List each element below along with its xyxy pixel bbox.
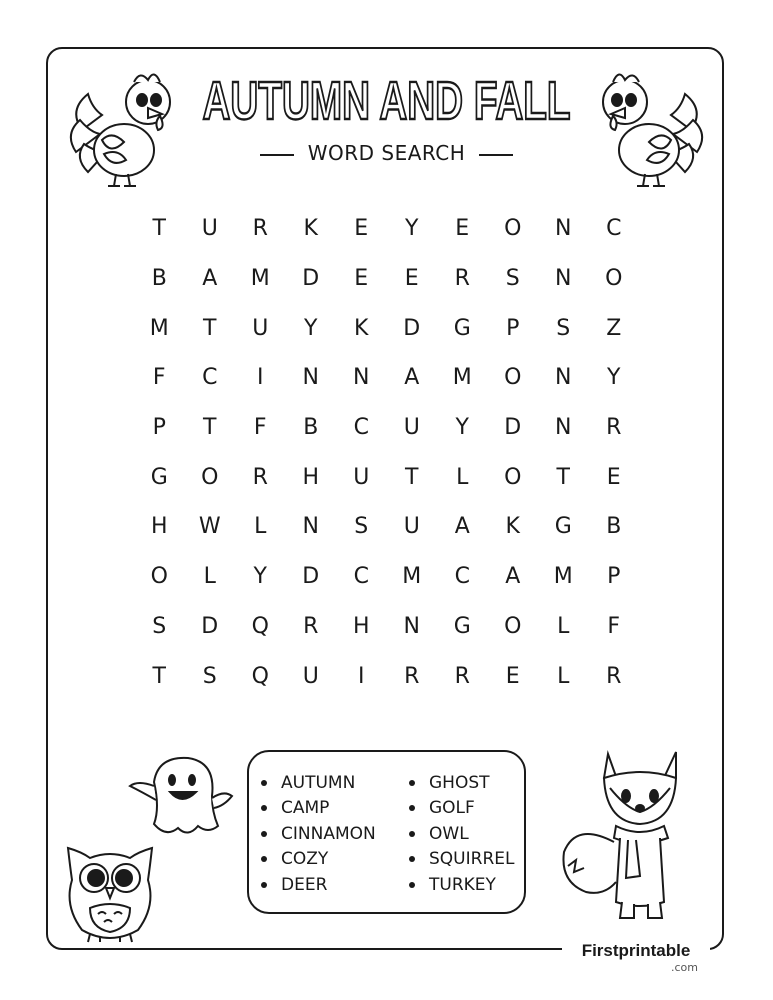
grid-letter: R [454, 663, 470, 689]
bullet-icon [409, 780, 415, 786]
grid-letter: G [453, 613, 471, 639]
grid-letter: N [353, 365, 370, 391]
grid-letter: T [203, 415, 217, 441]
grid-letter: S [354, 514, 369, 540]
grid-letter: D [504, 415, 522, 441]
grid-letter: F [253, 415, 267, 441]
grid-letter: P [152, 415, 166, 441]
grid-letter: O [504, 365, 522, 391]
grid-row [134, 204, 639, 254]
grid-row [134, 452, 639, 502]
word-list-label: COZY [281, 849, 329, 870]
bullet-icon [409, 831, 415, 837]
grid-letter: N [302, 514, 319, 540]
word-list-left [261, 770, 376, 898]
grid-letter: C [202, 365, 218, 391]
grid-letter: E [505, 663, 520, 689]
grid-letter: M [149, 315, 169, 341]
grid-letter: G [554, 514, 572, 540]
grid-letter: O [201, 464, 219, 490]
word-list-item [409, 796, 514, 822]
grid-letter: M [452, 365, 472, 391]
grid-letter: M [250, 266, 270, 292]
grid-letter: R [454, 266, 470, 292]
grid-letter: C [353, 564, 369, 590]
ghost-illustration [124, 752, 238, 842]
grid-letter: R [252, 464, 268, 490]
word-list-box [247, 750, 526, 914]
grid-letter: T [152, 216, 166, 242]
grid-letter: D [302, 564, 320, 590]
subtitle-rule-right [479, 154, 513, 156]
grid-letter: B [606, 514, 622, 540]
grid-letter: R [252, 216, 268, 242]
grid-row [134, 602, 639, 652]
grid-letter: U [252, 315, 269, 341]
grid-letter: A [505, 564, 521, 590]
grid-letter: S [505, 266, 520, 292]
grid-letter: I [358, 663, 365, 689]
subtitle [0, 141, 773, 165]
grid-row [134, 651, 639, 701]
word-list-item [261, 770, 376, 796]
word-list-item [261, 847, 376, 873]
grid-letter: L [557, 613, 570, 639]
grid-letter: N [555, 415, 572, 441]
grid-letter: I [257, 365, 264, 391]
grid-letter: Q [251, 663, 269, 689]
word-list-label: SQUIRREL [429, 849, 515, 870]
grid-letter: U [353, 464, 370, 490]
grid-letter: R [606, 663, 622, 689]
grid-letter: M [402, 564, 422, 590]
grid-letter: Y [304, 315, 318, 341]
bullet-icon [261, 831, 267, 837]
grid-letter: R [606, 415, 622, 441]
grid-row [134, 353, 639, 403]
grid-letter: Y [405, 216, 419, 242]
grid-row [134, 403, 639, 453]
grid-letter: O [504, 613, 522, 639]
brand-logo [562, 940, 710, 980]
bullet-icon [261, 882, 267, 888]
grid-letter: E [354, 266, 369, 292]
grid-letter: C [606, 216, 622, 242]
bullet-icon [409, 805, 415, 811]
subtitle-text: WORD SEARCH [307, 141, 466, 165]
grid-letter: T [556, 464, 570, 490]
bullet-icon [409, 882, 415, 888]
grid-letter: Z [606, 315, 622, 341]
grid-letter: G [453, 315, 471, 341]
grid-letter: A [404, 365, 420, 391]
grid-letter: R [404, 663, 420, 689]
grid-letter: K [505, 514, 520, 540]
grid-letter: U [302, 663, 319, 689]
grid-letter: H [302, 464, 320, 490]
word-list-label: DEER [281, 874, 328, 895]
grid-letter: O [504, 464, 522, 490]
fox-illustration [556, 742, 696, 924]
grid-letter: F [152, 365, 166, 391]
word-list-item [409, 770, 514, 796]
bullet-icon [261, 780, 267, 786]
subtitle-rule-left [260, 154, 294, 156]
word-list-label: CAMP [281, 798, 330, 819]
word-list-label: TURKEY [429, 874, 496, 895]
grid-row [134, 552, 639, 602]
grid-letter: S [556, 315, 571, 341]
letter-grid [134, 204, 639, 701]
grid-letter: O [504, 216, 522, 242]
grid-letter: K [303, 216, 318, 242]
grid-letter: T [152, 663, 166, 689]
bullet-icon [409, 856, 415, 862]
grid-letter: U [403, 514, 420, 540]
grid-letter: W [198, 514, 221, 540]
grid-letter: U [403, 415, 420, 441]
word-list-item [409, 872, 514, 898]
grid-letter: N [555, 365, 572, 391]
word-list-label: OWL [429, 823, 469, 844]
grid-row [134, 502, 639, 552]
grid-letter: E [404, 266, 419, 292]
grid-letter: C [353, 415, 369, 441]
grid-letter: O [605, 266, 623, 292]
grid-letter: H [352, 613, 370, 639]
grid-letter: L [254, 514, 267, 540]
grid-letter: U [201, 216, 218, 242]
grid-letter: H [150, 514, 168, 540]
page-title-text: AUTUMN AND FALL [202, 71, 571, 131]
grid-letter: B [303, 415, 319, 441]
word-list-item [261, 796, 376, 822]
grid-row [134, 254, 639, 304]
word-list-item [409, 847, 514, 873]
grid-letter: Y [253, 564, 267, 590]
grid-letter: N [302, 365, 319, 391]
grid-letter: P [607, 564, 621, 590]
grid-letter: B [151, 266, 167, 292]
word-list-label: GOLF [429, 798, 475, 819]
grid-letter: N [403, 613, 420, 639]
owl-illustration [60, 836, 160, 944]
grid-letter: G [150, 464, 168, 490]
grid-letter: D [302, 266, 320, 292]
grid-letter: T [203, 315, 217, 341]
bullet-icon [261, 805, 267, 811]
word-list-label: AUTUMN [281, 772, 356, 793]
grid-letter: N [555, 216, 572, 242]
grid-letter: L [456, 464, 469, 490]
word-list-item [409, 821, 514, 847]
grid-letter: C [454, 564, 470, 590]
grid-letter: S [202, 663, 217, 689]
grid-row [134, 303, 639, 353]
grid-letter: O [150, 564, 168, 590]
turkey-illustration-right [593, 60, 711, 190]
word-list-item [261, 821, 376, 847]
grid-letter: D [403, 315, 421, 341]
grid-letter: Y [607, 365, 621, 391]
grid-letter: K [354, 315, 369, 341]
grid-letter: L [203, 564, 216, 590]
grid-letter: A [202, 266, 218, 292]
grid-letter: Y [455, 415, 469, 441]
grid-letter: P [506, 315, 520, 341]
grid-letter: D [201, 613, 219, 639]
bullet-icon [261, 856, 267, 862]
page-title [200, 71, 573, 131]
grid-letter: R [303, 613, 319, 639]
grid-letter: E [455, 216, 470, 242]
word-list-item [261, 872, 376, 898]
grid-letter: S [152, 613, 167, 639]
grid-letter: M [553, 564, 573, 590]
turkey-illustration-left [62, 60, 180, 190]
word-list-label: CINNAMON [281, 823, 376, 844]
grid-letter: T [405, 464, 419, 490]
grid-letter: E [354, 216, 369, 242]
word-list-right [409, 770, 514, 898]
grid-letter: F [607, 613, 621, 639]
brand-name: Firstprintable [581, 941, 691, 960]
grid-letter: N [555, 266, 572, 292]
grid-letter: Q [251, 613, 269, 639]
word-list-label: GHOST [429, 772, 490, 793]
grid-letter: E [606, 464, 621, 490]
brand-domain: .com [671, 961, 698, 974]
grid-letter: A [454, 514, 470, 540]
grid-letter: L [557, 663, 570, 689]
